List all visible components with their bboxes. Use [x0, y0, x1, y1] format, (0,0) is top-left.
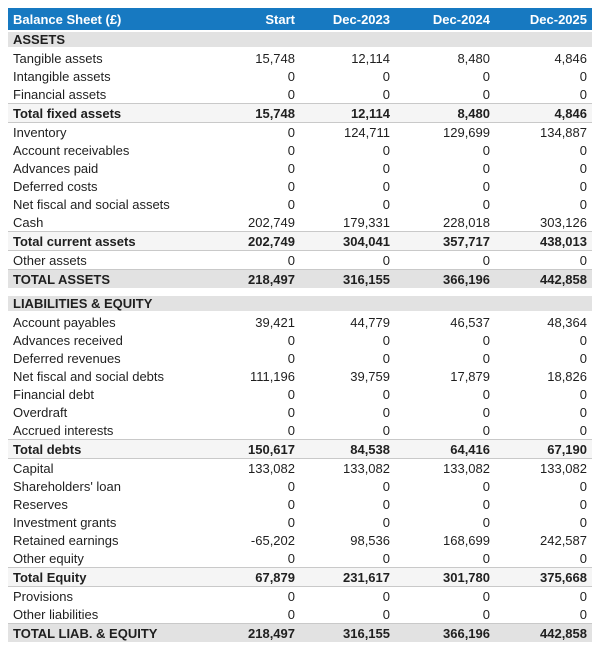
- cell-value: 0: [395, 195, 495, 213]
- row-label: TOTAL LIAB. & EQUITY: [8, 624, 204, 644]
- balance-sheet: [8, 8, 592, 644]
- item-row: [8, 312, 592, 331]
- row-label: Total Equity: [8, 568, 204, 587]
- cell-value: 0: [300, 513, 395, 531]
- row-label: Account receivables: [8, 141, 204, 159]
- row-label: Tangible assets: [8, 48, 204, 67]
- total-row: [8, 270, 592, 290]
- cell-value: 0: [395, 403, 495, 421]
- item-row: [8, 141, 592, 159]
- cell-value: 0: [204, 605, 300, 624]
- cell-value: 46,537: [395, 312, 495, 331]
- cell-value: 0: [204, 513, 300, 531]
- cell-value: 0: [300, 587, 395, 606]
- cell-value: 0: [204, 421, 300, 440]
- item-row: [8, 159, 592, 177]
- row-label: Deferred revenues: [8, 349, 204, 367]
- balance-sheet-table: [8, 8, 592, 644]
- cell-value: 442,858: [495, 270, 592, 290]
- cell-value: 0: [395, 67, 495, 85]
- item-row: [8, 251, 592, 270]
- cell-value: 17,879: [395, 367, 495, 385]
- item-row: [8, 513, 592, 531]
- cell-value: 0: [495, 587, 592, 606]
- cell-value: 0: [495, 385, 592, 403]
- cell-value: 179,331: [300, 213, 395, 232]
- row-label: Net fiscal and social assets: [8, 195, 204, 213]
- cell-value: 0: [495, 251, 592, 270]
- row-label: Other liabilities: [8, 605, 204, 624]
- item-row: [8, 67, 592, 85]
- cell-value: 0: [300, 331, 395, 349]
- cell-value: 0: [395, 331, 495, 349]
- cell-value: 0: [300, 385, 395, 403]
- cell-value: 4,846: [495, 48, 592, 67]
- cell-value: 0: [395, 421, 495, 440]
- cell-value: 442,858: [495, 624, 592, 644]
- row-label: Financial assets: [8, 85, 204, 104]
- cell-value: 0: [300, 67, 395, 85]
- cell-value: 12,114: [300, 104, 395, 123]
- cell-value: 0: [300, 477, 395, 495]
- row-label: Total current assets: [8, 232, 204, 251]
- cell-value: 218,497: [204, 270, 300, 290]
- subtotal-row: [8, 232, 592, 251]
- cell-value: 303,126: [495, 213, 592, 232]
- cell-value: 0: [204, 495, 300, 513]
- cell-value: 0: [300, 605, 395, 624]
- cell-value: 202,749: [204, 232, 300, 251]
- item-row: [8, 403, 592, 421]
- cell-value: 438,013: [495, 232, 592, 251]
- item-row: [8, 477, 592, 495]
- cell-value: 133,082: [395, 459, 495, 478]
- cell-value: 0: [495, 85, 592, 104]
- cell-value: 0: [204, 195, 300, 213]
- total-row: [8, 624, 592, 644]
- cell-value: 357,717: [395, 232, 495, 251]
- cell-value: 129,699: [395, 123, 495, 142]
- cell-value: 15,748: [204, 104, 300, 123]
- cell-value: 98,536: [300, 531, 395, 549]
- row-label: Investment grants: [8, 513, 204, 531]
- table-header-row: [8, 8, 592, 31]
- cell-value: 0: [495, 513, 592, 531]
- item-row: [8, 605, 592, 624]
- cell-value: 0: [395, 385, 495, 403]
- cell-value: 0: [204, 141, 300, 159]
- cell-value: 0: [204, 349, 300, 367]
- cell-value: 0: [300, 421, 395, 440]
- row-label: Advances received: [8, 331, 204, 349]
- cell-value: 0: [495, 403, 592, 421]
- cell-value: 0: [300, 85, 395, 104]
- cell-value: 48,364: [495, 312, 592, 331]
- row-label: Account payables: [8, 312, 204, 331]
- cell-value: 44,779: [300, 312, 395, 331]
- cell-value: 0: [300, 159, 395, 177]
- cell-value: 301,780: [395, 568, 495, 587]
- row-label: Reserves: [8, 495, 204, 513]
- row-label: Advances paid: [8, 159, 204, 177]
- cell-value: 304,041: [300, 232, 395, 251]
- cell-value: 0: [204, 331, 300, 349]
- cell-value: 0: [395, 513, 495, 531]
- cell-value: 39,421: [204, 312, 300, 331]
- row-label: Overdraft: [8, 403, 204, 421]
- item-row: [8, 48, 592, 67]
- item-row: [8, 213, 592, 232]
- cell-value: 202,749: [204, 213, 300, 232]
- row-label: Financial debt: [8, 385, 204, 403]
- cell-value: 0: [204, 177, 300, 195]
- row-label: LIABILITIES & EQUITY: [8, 295, 592, 312]
- row-label: Inventory: [8, 123, 204, 142]
- cell-value: 150,617: [204, 440, 300, 459]
- row-label: Shareholders' loan: [8, 477, 204, 495]
- row-label: TOTAL ASSETS: [8, 270, 204, 290]
- cell-value: 64,416: [395, 440, 495, 459]
- cell-value: 0: [495, 349, 592, 367]
- cell-value: 12,114: [300, 48, 395, 67]
- cell-value: 0: [204, 251, 300, 270]
- cell-value: 0: [495, 141, 592, 159]
- cell-value: 0: [300, 141, 395, 159]
- cell-value: 0: [395, 85, 495, 104]
- cell-value: 0: [495, 331, 592, 349]
- cell-value: 0: [395, 141, 495, 159]
- cell-value: 231,617: [300, 568, 395, 587]
- cell-value: 39,759: [300, 367, 395, 385]
- cell-value: 0: [395, 495, 495, 513]
- cell-value: 133,082: [300, 459, 395, 478]
- cell-value: 111,196: [204, 367, 300, 385]
- row-label: Net fiscal and social debts: [8, 367, 204, 385]
- row-label: Total debts: [8, 440, 204, 459]
- cell-value: 133,082: [495, 459, 592, 478]
- section-row: [8, 295, 592, 312]
- cell-value: 134,887: [495, 123, 592, 142]
- subtotal-row: [8, 568, 592, 587]
- row-label: Accrued interests: [8, 421, 204, 440]
- item-row: [8, 85, 592, 104]
- cell-value: 0: [300, 195, 395, 213]
- row-label: Total fixed assets: [8, 104, 204, 123]
- cell-value: 0: [204, 159, 300, 177]
- row-label: ASSETS: [8, 31, 592, 48]
- row-label: Provisions: [8, 587, 204, 606]
- cell-value: 168,699: [395, 531, 495, 549]
- cell-value: 228,018: [395, 213, 495, 232]
- item-row: [8, 331, 592, 349]
- cell-value: 0: [204, 477, 300, 495]
- item-row: [8, 531, 592, 549]
- col-header-dec-2025: Dec-2025: [495, 8, 592, 31]
- item-row: [8, 177, 592, 195]
- cell-value: 0: [495, 421, 592, 440]
- cell-value: 4,846: [495, 104, 592, 123]
- cell-value: 18,826: [495, 367, 592, 385]
- item-row: [8, 459, 592, 478]
- cell-value: 0: [495, 177, 592, 195]
- row-label: Other equity: [8, 549, 204, 568]
- cell-value: 124,711: [300, 123, 395, 142]
- item-row: [8, 549, 592, 568]
- cell-value: 0: [395, 159, 495, 177]
- cell-value: 0: [204, 403, 300, 421]
- subtotal-row: [8, 440, 592, 459]
- cell-value: 0: [395, 587, 495, 606]
- cell-value: 67,190: [495, 440, 592, 459]
- cell-value: 0: [300, 495, 395, 513]
- cell-value: 84,538: [300, 440, 395, 459]
- cell-value: 0: [495, 195, 592, 213]
- cell-value: 0: [495, 495, 592, 513]
- item-row: [8, 587, 592, 606]
- cell-value: 366,196: [395, 624, 495, 644]
- table-title: Balance Sheet (£): [8, 8, 204, 31]
- row-label: Intangible assets: [8, 67, 204, 85]
- item-row: [8, 495, 592, 513]
- cell-value: 0: [395, 605, 495, 624]
- row-label: Deferred costs: [8, 177, 204, 195]
- cell-value: 0: [395, 177, 495, 195]
- col-header-dec-2024: Dec-2024: [395, 8, 495, 31]
- cell-value: 0: [300, 349, 395, 367]
- row-label: Capital: [8, 459, 204, 478]
- cell-value: 0: [495, 477, 592, 495]
- item-row: [8, 349, 592, 367]
- section-row: [8, 31, 592, 48]
- subtotal-row: [8, 104, 592, 123]
- cell-value: 316,155: [300, 270, 395, 290]
- cell-value: 366,196: [395, 270, 495, 290]
- cell-value: 8,480: [395, 48, 495, 67]
- cell-value: 0: [300, 177, 395, 195]
- cell-value: 0: [495, 67, 592, 85]
- cell-value: 0: [204, 67, 300, 85]
- cell-value: 0: [495, 549, 592, 568]
- cell-value: 0: [204, 587, 300, 606]
- row-label: Retained earnings: [8, 531, 204, 549]
- row-label: Other assets: [8, 251, 204, 270]
- cell-value: 0: [495, 605, 592, 624]
- cell-value: 242,587: [495, 531, 592, 549]
- cell-value: 0: [395, 477, 495, 495]
- cell-value: 0: [395, 251, 495, 270]
- cell-value: 375,668: [495, 568, 592, 587]
- cell-value: 8,480: [395, 104, 495, 123]
- cell-value: 0: [300, 251, 395, 270]
- col-header-dec-2023: Dec-2023: [300, 8, 395, 31]
- cell-value: 0: [204, 549, 300, 568]
- cell-value: 0: [395, 549, 495, 568]
- cell-value: 133,082: [204, 459, 300, 478]
- cell-value: 218,497: [204, 624, 300, 644]
- item-row: [8, 123, 592, 142]
- cell-value: 0: [300, 403, 395, 421]
- item-row: [8, 385, 592, 403]
- row-label: Cash: [8, 213, 204, 232]
- cell-value: 0: [300, 549, 395, 568]
- cell-value: 67,879: [204, 568, 300, 587]
- item-row: [8, 421, 592, 440]
- table-body: [8, 31, 592, 643]
- item-row: [8, 195, 592, 213]
- cell-value: 0: [204, 385, 300, 403]
- cell-value: -65,202: [204, 531, 300, 549]
- cell-value: 0: [204, 85, 300, 104]
- cell-value: 316,155: [300, 624, 395, 644]
- cell-value: 0: [395, 349, 495, 367]
- col-header-start: Start: [204, 8, 300, 31]
- cell-value: 0: [204, 123, 300, 142]
- cell-value: 15,748: [204, 48, 300, 67]
- item-row: [8, 367, 592, 385]
- cell-value: 0: [495, 159, 592, 177]
